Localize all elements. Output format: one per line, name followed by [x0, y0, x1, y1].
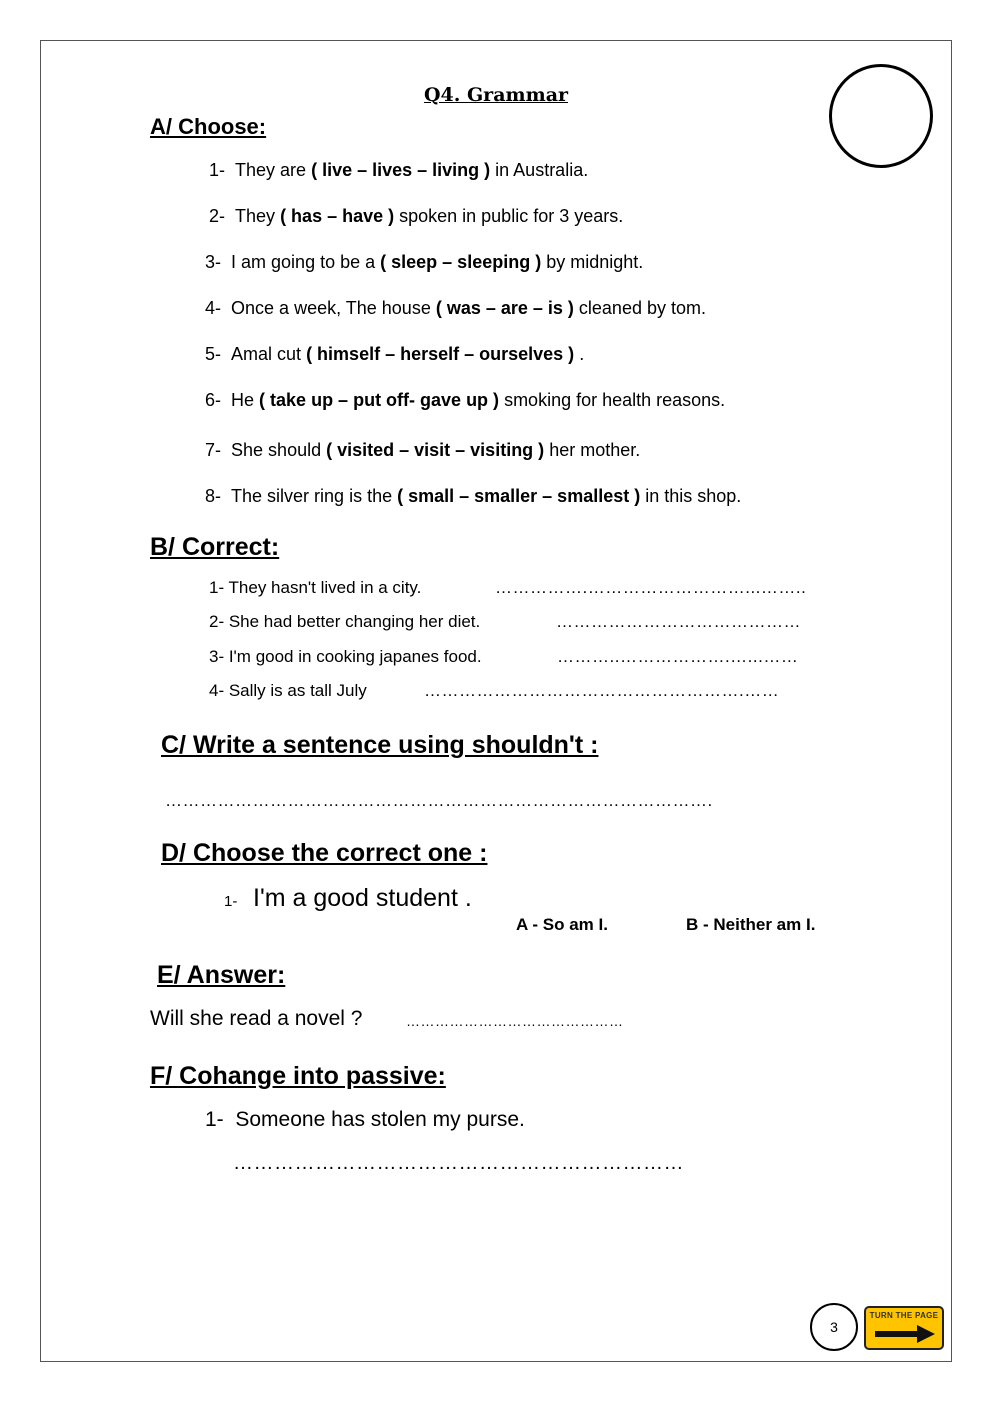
item-number: 1-	[209, 160, 226, 180]
correct-item-2: 2- She had better changing her diet.	[209, 612, 481, 631]
d-sentence: I'm a good student .	[253, 884, 472, 912]
answer-blank-3[interactable]: ………..……………….…...……	[557, 647, 799, 666]
item-number: 5-	[205, 344, 222, 364]
item-choices: ( was – are – is )	[435, 298, 574, 318]
section-e-heading: E/ Answer:	[157, 961, 286, 989]
section-c-heading: C/ Write a sentence using shouldn't :	[161, 731, 599, 759]
item-choices: ( himself – herself – ourselves )	[306, 344, 575, 364]
item-post: her mother.	[544, 440, 641, 460]
choose-item-1	[209, 160, 588, 181]
f-item	[205, 1108, 525, 1132]
page-number: 3	[810, 1303, 858, 1351]
item-choices: ( small – smaller – smallest )	[397, 486, 641, 506]
item-pre: They are	[235, 160, 312, 180]
e-question: Will she read a novel ?	[150, 1007, 363, 1030]
item-number: 6-	[205, 390, 222, 410]
choose-item-8	[205, 486, 741, 507]
answer-blank-f[interactable]: …………………………………………………………	[233, 1152, 684, 1174]
section-b-heading: B/ Correct:	[150, 533, 280, 561]
item-pre: He	[231, 390, 260, 410]
item-number: 4-	[205, 298, 222, 318]
item-choices: ( sleep – sleeping )	[380, 252, 542, 272]
sentence-blank[interactable]: ………………………………………………………………………………….	[165, 791, 713, 810]
item-choices: ( take up – put off- gave up )	[259, 390, 500, 410]
item-pre: I am going to be a	[231, 252, 381, 272]
option-a[interactable]: A - So am I.	[516, 915, 608, 934]
item-pre: The silver ring is the	[231, 486, 398, 506]
item-number: 3-	[205, 252, 222, 272]
item-pre: She should	[231, 440, 327, 460]
item-number: 1-	[224, 893, 238, 910]
item-pre: They	[235, 206, 281, 226]
section-d-heading: D/ Choose the correct one :	[161, 839, 488, 867]
choose-item-2	[209, 206, 623, 227]
score-circle	[829, 64, 933, 168]
correct-item-1: 1- They hasn't lived in a city.	[209, 578, 422, 597]
answer-blank-1[interactable]: …………….………………………...……..	[495, 578, 807, 597]
choose-item-7	[205, 440, 640, 461]
item-pre: Once a week, The house	[231, 298, 436, 318]
turn-label: TURN THE PAGE	[869, 1311, 939, 1320]
section-a-heading: A/ Choose:	[150, 114, 267, 139]
item-post: spoken in public for 3 years.	[394, 206, 624, 226]
item-number: 8-	[205, 486, 222, 506]
item-number: 1-	[205, 1108, 224, 1131]
item-post: in this shop.	[640, 486, 742, 506]
section-f-heading: F/ Cohange into passive:	[150, 1062, 446, 1090]
item-choices: ( visited – visit – visiting )	[326, 440, 545, 460]
item-post: in Australia.	[490, 160, 589, 180]
answer-blank-2[interactable]: ……………………………………	[556, 612, 801, 631]
answer-blank-4[interactable]: ……………………………………………….……	[424, 681, 780, 700]
item-pre: Amal cut	[231, 344, 307, 364]
item-post: .	[574, 344, 585, 364]
choose-item-5	[205, 344, 584, 365]
item-post: by midnight.	[541, 252, 644, 272]
turn-the-page-badge	[864, 1306, 944, 1350]
choose-item-4	[205, 298, 706, 319]
item-number: 7-	[205, 440, 222, 460]
option-b[interactable]: B - Neither am I.	[686, 915, 816, 934]
item-number: 2-	[209, 206, 226, 226]
item-choices: ( has – have )	[280, 206, 395, 226]
f-sentence: Someone has stolen my purse.	[235, 1108, 525, 1131]
arrow-right-icon	[873, 1324, 937, 1344]
choose-item-3	[205, 252, 643, 273]
item-post: cleaned by tom.	[573, 298, 706, 318]
choose-item-6	[205, 390, 725, 411]
item-post: smoking for health reasons.	[499, 390, 726, 410]
item-choices: ( live – lives – living )	[311, 160, 491, 180]
correct-item-3: 3- I'm good in cooking japanes food.	[209, 647, 482, 666]
page-title: Q4. Grammar	[423, 84, 569, 106]
answer-blank-e[interactable]: ………………………………………	[406, 1013, 624, 1029]
correct-item-4: 4- Sally is as tall July	[209, 681, 367, 700]
